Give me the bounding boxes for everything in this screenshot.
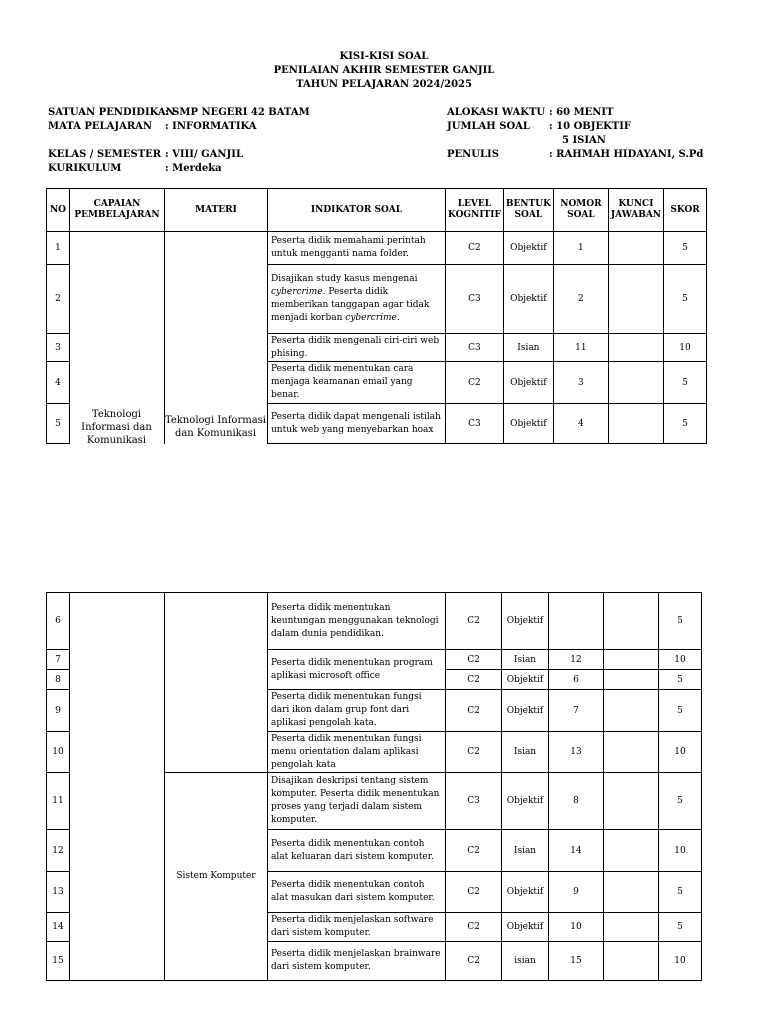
row-bentuk: Objektif — [502, 670, 549, 690]
row-indikator: Peserta didik menjelaskan brainware dari sistem komputer. — [268, 942, 446, 981]
col-nomor: NOMOR SOAL — [553, 189, 608, 232]
mapel-label: MATA PELAJARAN — [48, 121, 153, 132]
indikator-italic: cybercrime — [271, 287, 323, 297]
row-no: 14 — [47, 913, 70, 942]
row-bentuk: Objektif — [502, 773, 549, 830]
penulis-label: PENULIS — [447, 149, 499, 160]
alokasi-value: : 60 MENIT — [549, 107, 614, 118]
row-indikator — [268, 265, 446, 334]
row-level: C2 — [446, 913, 502, 942]
row-skor: 10 — [659, 830, 702, 872]
row-level: C2 — [446, 650, 502, 670]
row-kunci — [604, 732, 659, 773]
row-nomor: 10 — [549, 913, 604, 942]
row-level: C2 — [446, 872, 502, 913]
row-indikator: Peserta didik menentukan program aplikasi microsoft office — [268, 650, 446, 690]
row-bentuk: Objektif — [503, 362, 553, 404]
row-indikator: Peserta didik memahami perintah untuk mengganti nama folder. — [268, 232, 446, 265]
row-bentuk: Isian — [502, 830, 549, 872]
row-no: 9 — [47, 690, 70, 732]
row-no: 5 — [47, 404, 70, 444]
row-skor: 5 — [664, 232, 707, 265]
row-bentuk: Objektif — [502, 690, 549, 732]
row-nomor: 15 — [549, 942, 604, 981]
row-bentuk: Isian — [502, 650, 549, 670]
col-bentuk: BENTUK SOAL — [503, 189, 553, 232]
row-no: 10 — [47, 732, 70, 773]
row-level: C2 — [446, 732, 502, 773]
row-level: C2 — [446, 670, 502, 690]
row-kunci — [608, 404, 663, 444]
alokasi-label: ALOKASI WAKTU — [447, 107, 546, 118]
row-no: 4 — [47, 362, 70, 404]
row-skor: 5 — [659, 872, 702, 913]
row-skor: 10 — [659, 942, 702, 981]
row-no: 1 — [47, 232, 70, 265]
col-level: LEVEL KOGNITIF — [446, 189, 504, 232]
row-indikator: Peserta didik menentukan contoh alat masukan dari sistem komputer. — [268, 872, 446, 913]
row-no: 3 — [47, 334, 70, 362]
row-kunci — [604, 670, 659, 690]
row-skor: 5 — [659, 593, 702, 650]
row-indikator: Peserta didik menentukan fungsi menu orientation dalam aplikasi pengolah kata — [268, 732, 446, 773]
row-skor: 5 — [659, 773, 702, 830]
row-kunci — [608, 334, 663, 362]
row-level: C2 — [446, 593, 502, 650]
row-no: 7 — [47, 650, 70, 670]
row-kunci — [608, 265, 663, 334]
col-no: NO — [47, 189, 70, 232]
row-no: 12 — [47, 830, 70, 872]
row-nomor: 6 — [549, 670, 604, 690]
row-bentuk: Objektif — [502, 593, 549, 650]
row-nomor: 4 — [553, 404, 608, 444]
row-no: 11 — [47, 773, 70, 830]
row-nomor: 12 — [549, 650, 604, 670]
doc-year: TAHUN PELAJARAN 2024/2025 — [296, 79, 472, 90]
row-kunci — [604, 593, 659, 650]
row-indikator: Peserta didik menentukan contoh alat keluaran dari sistem komputer. — [268, 830, 446, 872]
row-level: C2 — [446, 362, 504, 404]
indikator-text: . Peserta didik memberikan tanggapan agar tidak menjadi korban — [271, 287, 430, 323]
indikator-italic: cybercrime — [345, 313, 397, 323]
row-skor: 5 — [659, 913, 702, 942]
kisi-table-part1 — [46, 188, 707, 444]
row-level: C3 — [446, 334, 504, 362]
row-indikator: Peserta didik menentukan keuntungan menggunakan teknologi dalam dunia pendidikan. — [268, 593, 446, 650]
col-indikator: INDIKATOR SOAL — [268, 189, 446, 232]
row-nomor: 11 — [553, 334, 608, 362]
row-kunci — [604, 872, 659, 913]
row-level: C2 — [446, 232, 504, 265]
row-nomor: 8 — [549, 773, 604, 830]
row-level: C3 — [446, 773, 502, 830]
satuan-value: : SMP NEGERI 42 BATAM — [165, 107, 310, 118]
row-bentuk: Isian — [503, 334, 553, 362]
col-materi: MATERI — [165, 189, 268, 232]
row-indikator: Peserta didik menentukan cara menjaga keamanan email yang benar. — [268, 362, 446, 404]
row-level: C3 — [446, 265, 504, 334]
capaian-cell — [70, 593, 165, 981]
indikator-text: . — [396, 313, 400, 323]
table-header-row — [47, 189, 707, 232]
row-skor: 5 — [664, 404, 707, 444]
kelas-value: : VIII/ GANJIL — [165, 149, 243, 160]
row-bentuk: Objektif — [503, 232, 553, 265]
row-kunci — [604, 773, 659, 830]
row-indikator: Peserta didik menentukan fungsi dari ikon dalam grup font dari aplikasi pengolah kata. — [268, 690, 446, 732]
row-no: 13 — [47, 872, 70, 913]
satuan-label: SATUAN PENDIDIKAN — [48, 107, 175, 118]
row-skor: 5 — [659, 690, 702, 732]
row-kunci — [608, 232, 663, 265]
jumlah-value-isian: 5 ISIAN — [562, 135, 606, 146]
row-skor: 10 — [659, 732, 702, 773]
materi-cell — [165, 232, 268, 444]
row-indikator: Peserta didik menjelaskan software dari sistem komputer. — [268, 913, 446, 942]
kurikulum-label: KURIKULUM — [48, 163, 122, 174]
kurikulum-value: : Merdeka — [165, 163, 222, 174]
jumlah-value: : 10 OBJEKTIF — [549, 121, 631, 132]
row-indikator: Peserta didik mengenali ciri-ciri web phising. — [268, 334, 446, 362]
row-skor: 5 — [664, 362, 707, 404]
row-kunci — [604, 650, 659, 670]
row-indikator: Disajikan deskripsi tentang sistem komputer. Peserta didik menentukan proses yang terjadi dalam sistem komputer. — [268, 773, 446, 830]
kisi-table-part2 — [46, 592, 702, 981]
col-capaian: CAPAIAN PEMBELAJARAN — [70, 189, 165, 232]
col-skor: SKOR — [664, 189, 707, 232]
row-level: C2 — [446, 690, 502, 732]
indikator-text: Disajikan study kasus mengenai — [271, 274, 418, 284]
row-bentuk: Isian — [502, 732, 549, 773]
row-no: 8 — [47, 670, 70, 690]
row-nomor: 13 — [549, 732, 604, 773]
row-bentuk: Objektif — [503, 265, 553, 334]
doc-subtitle: PENILAIAN AKHIR SEMESTER GANJIL — [273, 65, 495, 76]
row-no: 2 — [47, 265, 70, 334]
row-level: C2 — [446, 942, 502, 981]
row-kunci — [604, 830, 659, 872]
col-kunci: KUNCI JAWABAN — [608, 189, 663, 232]
row-indikator: Peserta didik dapat mengenali istilah untuk web yang menyebarkan hoax — [268, 404, 446, 444]
row-skor: 5 — [659, 670, 702, 690]
mapel-value: : INFORMATIKA — [165, 121, 257, 132]
row-no: 6 — [47, 593, 70, 650]
row-kunci — [604, 942, 659, 981]
materi-cell-sistem: Sistem Komputer — [165, 773, 268, 981]
row-skor: 5 — [664, 265, 707, 334]
row-skor: 10 — [659, 650, 702, 670]
row-nomor: 9 — [549, 872, 604, 913]
materi-text: Teknologi Informasi dan Komunikasi — [165, 415, 266, 439]
table-row — [47, 593, 702, 650]
jumlah-label: JUMLAH SOAL — [447, 121, 530, 132]
row-kunci — [604, 690, 659, 732]
capaian-text: Teknologi Informasi dan Komunikasi — [81, 409, 152, 446]
row-bentuk: Objektif — [502, 872, 549, 913]
row-skor: 10 — [664, 334, 707, 362]
row-bentuk: isian — [502, 942, 549, 981]
row-kunci — [604, 913, 659, 942]
row-kunci — [608, 362, 663, 404]
row-nomor — [549, 593, 604, 650]
table-row — [47, 232, 707, 265]
row-bentuk: Objektif — [502, 913, 549, 942]
row-nomor: 2 — [553, 265, 608, 334]
kelas-label: KELAS / SEMESTER — [48, 149, 162, 160]
row-nomor: 14 — [549, 830, 604, 872]
row-level: C3 — [446, 404, 504, 444]
penulis-value: : RAHMAH HIDAYANI, S.Pd — [549, 149, 704, 160]
row-nomor: 7 — [549, 690, 604, 732]
doc-title: KISI-KISI SOAL — [339, 51, 429, 62]
materi-cell — [165, 593, 268, 773]
row-bentuk: Objektif — [503, 404, 553, 444]
row-level: C2 — [446, 830, 502, 872]
row-nomor: 1 — [553, 232, 608, 265]
row-nomor: 3 — [553, 362, 608, 404]
row-no: 15 — [47, 942, 70, 981]
